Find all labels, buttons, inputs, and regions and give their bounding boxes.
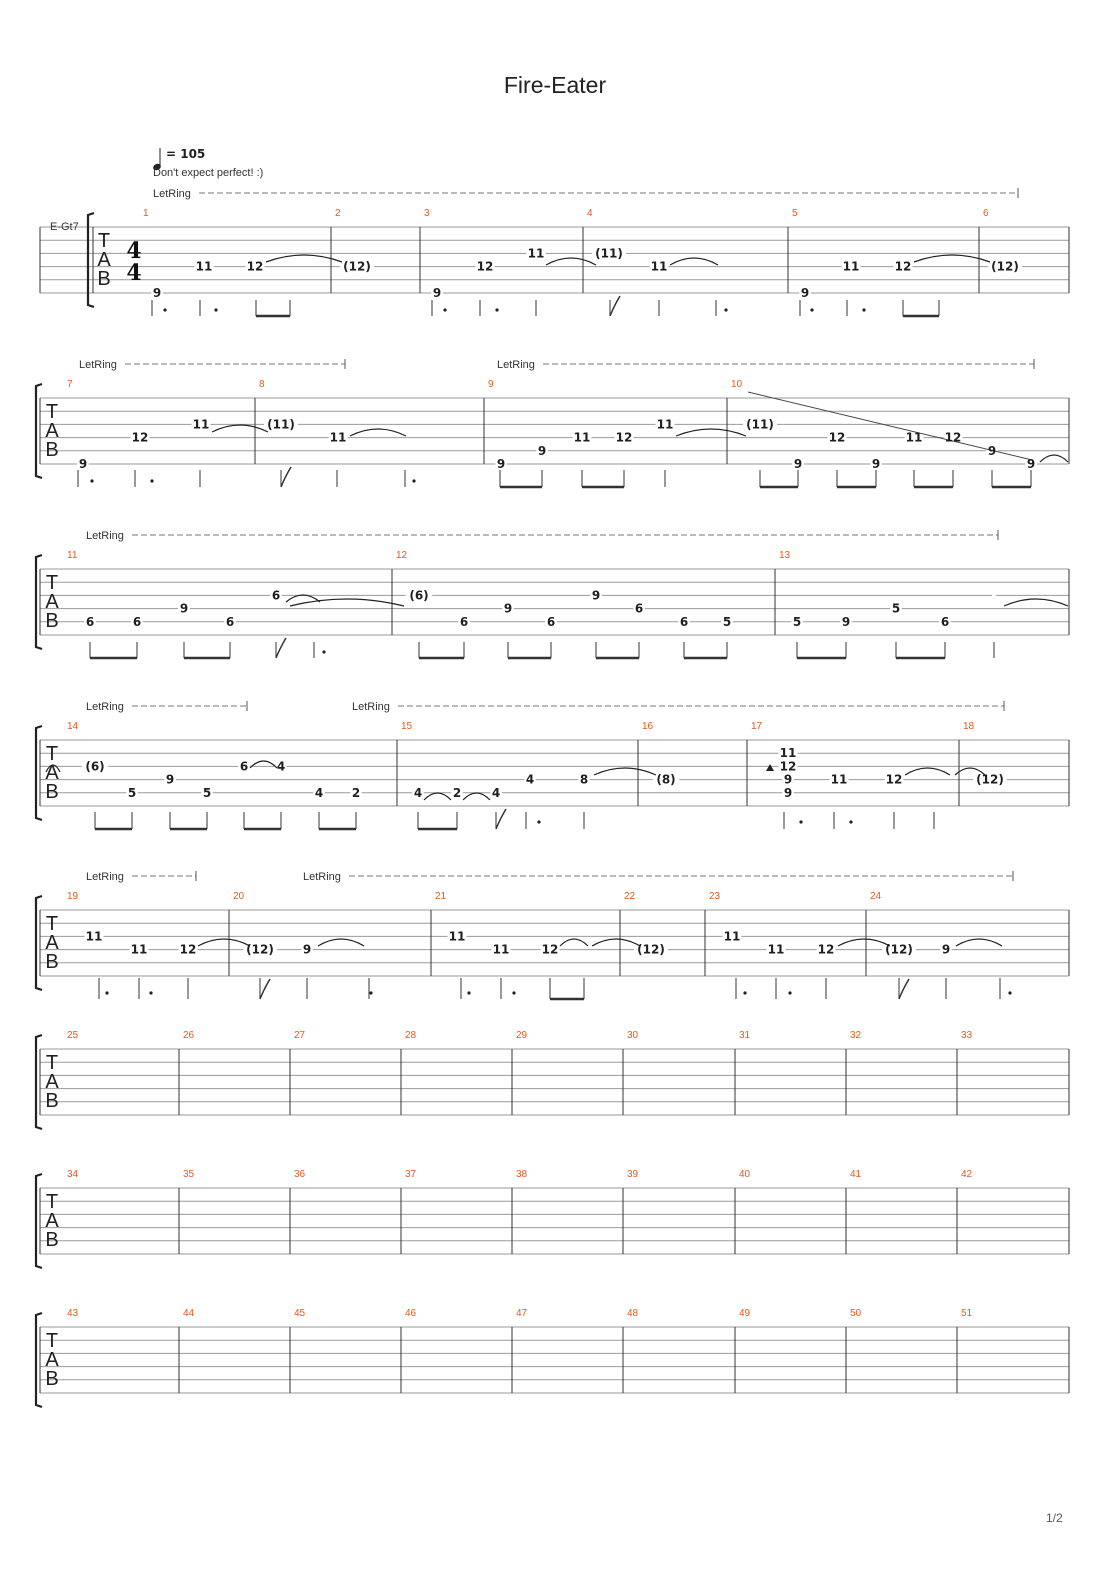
fret-number: 6 <box>940 614 950 629</box>
measure-number: 22 <box>624 891 636 902</box>
measure-number: 12 <box>396 550 408 561</box>
fret-number: 6 <box>679 614 689 629</box>
measure-number: 39 <box>627 1169 639 1180</box>
rhythm-dot <box>862 308 865 311</box>
rhythm-dot <box>412 479 415 482</box>
tab-clef-letter: B <box>97 268 111 290</box>
tab-clef-letter: B <box>45 439 59 461</box>
let-ring-label: LetRing <box>153 188 191 200</box>
measure-number: 7 <box>67 379 73 390</box>
measure-number: 31 <box>739 1030 751 1041</box>
measure-number: 20 <box>233 891 245 902</box>
notation-text <box>45 147 1035 1390</box>
measure-number: 44 <box>183 1308 195 1319</box>
tie-arc <box>1004 599 1068 606</box>
fret-number: 9 <box>78 457 88 471</box>
tie-arc <box>905 768 950 775</box>
notation-marks <box>46 148 1068 999</box>
tie-arc <box>250 761 277 768</box>
tie-arc <box>676 429 746 436</box>
tie-arc <box>212 425 268 432</box>
fret-number: 9 <box>432 286 442 300</box>
fret-number: (12) <box>885 942 913 957</box>
rhythm-dot <box>149 991 152 994</box>
measure-number: 3 <box>424 208 430 219</box>
tab-clef-letter: T <box>45 1052 59 1074</box>
track-name: E-Gt7 <box>50 221 79 233</box>
fret-number: 11 <box>656 417 674 432</box>
note-flag <box>899 979 909 999</box>
fret-number: 6 <box>546 614 556 629</box>
tab-clef-letter: T <box>97 230 111 252</box>
fret-number: 2 <box>351 785 361 800</box>
measure-number: 36 <box>294 1169 306 1180</box>
time-signature-bottom: 4 <box>126 260 142 286</box>
rhythm-dot <box>105 991 108 994</box>
fret-number: 9 <box>591 588 601 603</box>
measure-number: 26 <box>183 1030 195 1041</box>
fret-number: 12 <box>476 259 494 274</box>
fret-number: 11 <box>842 259 860 274</box>
fret-number: 9 <box>179 601 189 616</box>
tie-arc <box>670 258 718 265</box>
tab-clef-letter: T <box>45 1330 59 1352</box>
tempo-marking: = 105 <box>166 147 206 161</box>
measure-number: 14 <box>67 721 79 732</box>
tie-arc <box>560 939 588 946</box>
fret-number: 9 <box>987 443 997 458</box>
measure-number: 4 <box>587 208 593 219</box>
tab-clef-letter: B <box>45 1090 59 1112</box>
tab-clef-letter: A <box>45 932 59 954</box>
fret-number: (12) <box>343 259 371 274</box>
rhythm-dot <box>1008 991 1011 994</box>
measure-number: 30 <box>627 1030 639 1041</box>
tie-arc <box>956 939 1002 946</box>
measure-number: 46 <box>405 1308 417 1319</box>
tie-arc <box>290 599 404 606</box>
measure-number: 32 <box>850 1030 862 1041</box>
measure-number: 33 <box>961 1030 973 1041</box>
tie-arc <box>318 939 364 946</box>
fret-number: (11) <box>595 246 623 261</box>
rhythm-dot <box>799 820 802 823</box>
fret-number: 11 <box>650 259 668 274</box>
fret-number: 6 <box>225 614 235 629</box>
tie-arc <box>350 429 406 436</box>
fret-number: 12 <box>541 942 559 957</box>
fret-number: 9 <box>496 457 506 471</box>
fret-number: 11 <box>527 246 545 261</box>
fret-number: 11 <box>195 259 213 274</box>
rhythm-dot <box>322 650 325 653</box>
fret-number: 4 <box>314 785 324 800</box>
rhythm-dot <box>849 820 852 823</box>
measure-number: 21 <box>435 891 447 902</box>
measure-number: 2 <box>335 208 341 219</box>
tab-clef-letter: A <box>45 420 59 442</box>
measure-number: 38 <box>516 1169 528 1180</box>
tie-arc <box>594 768 656 775</box>
fret-number: 6 <box>239 759 249 774</box>
fret-number: 9 <box>841 614 851 629</box>
fret-number: 9 <box>793 457 803 471</box>
fret-number: 6 <box>85 614 95 629</box>
fret-number: 11 <box>448 929 466 944</box>
measure-number: 18 <box>963 721 975 732</box>
measure-number: 15 <box>401 721 413 732</box>
fret-number: 4 <box>413 785 423 800</box>
fret-number: 11 <box>329 430 347 445</box>
note-flag <box>276 638 286 658</box>
staff-lines <box>36 213 1069 1407</box>
measure-number: 10 <box>731 379 743 390</box>
tab-clef-letter: T <box>45 1191 59 1213</box>
fret-number: 11 <box>492 942 510 957</box>
fret-number: 11 <box>767 942 785 957</box>
fret-number: 9 <box>302 942 312 957</box>
tab-clef-letter: A <box>45 1349 59 1371</box>
measure-number: 49 <box>739 1308 751 1319</box>
fret-number: (8) <box>656 772 676 787</box>
tab-clef-letter: B <box>45 1368 59 1390</box>
fret-number: (12) <box>637 942 665 957</box>
fret-number: 12 <box>894 259 912 274</box>
fret-number: 9 <box>165 772 175 787</box>
fret-number: (12) <box>246 942 274 957</box>
note-flag <box>260 979 270 999</box>
fret-number: 9 <box>800 286 810 300</box>
fret-number: 12 <box>828 430 846 445</box>
fret-number: 9 <box>871 457 881 471</box>
note-flag <box>281 467 291 487</box>
fret-number: 9 <box>503 601 513 616</box>
fret-number: (11) <box>267 417 295 432</box>
tie-arc <box>424 793 451 800</box>
tab-clef-letter: B <box>45 1229 59 1251</box>
measure-number: 11 <box>67 550 78 561</box>
fret-number: 9 <box>1026 457 1036 471</box>
measure-number: 13 <box>779 550 791 561</box>
tie-arc <box>1040 455 1068 462</box>
fret-background <box>992 588 996 601</box>
let-ring-label: LetRing <box>86 701 124 713</box>
tab-clef-letter: B <box>45 781 59 803</box>
fret-number: 6 <box>132 614 142 629</box>
fret-number: 12 <box>615 430 633 445</box>
rhythm-dot <box>467 991 470 994</box>
fret-number: (6) <box>85 759 105 774</box>
rhythm-dot <box>150 479 153 482</box>
fret-number: 2 <box>452 785 462 800</box>
tab-clef-letter: T <box>45 913 59 935</box>
fret-number: 12 <box>817 942 835 957</box>
measure-number: 43 <box>67 1308 79 1319</box>
fret-number: 5 <box>722 614 732 629</box>
fret-number: 12 <box>885 772 903 787</box>
rhythm-dot <box>214 308 217 311</box>
let-ring-label: LetRing <box>86 871 124 883</box>
tie-arc <box>592 939 640 946</box>
fret-number: 11 <box>85 929 103 944</box>
fret-number: 12 <box>246 259 264 274</box>
tab-clef-letter: A <box>45 1210 59 1232</box>
fret-number: 5 <box>127 785 137 800</box>
tab-clef-letter: A <box>45 762 59 784</box>
tab-clef-letter: B <box>45 951 59 973</box>
fret-number: 11 <box>192 417 210 432</box>
fret-number: 12 <box>179 942 197 957</box>
rhythm-dot <box>90 479 93 482</box>
tie-arc <box>463 793 490 800</box>
tie-arc <box>198 939 250 946</box>
measure-number: 1 <box>143 208 149 219</box>
rhythm-dot <box>788 991 791 994</box>
measure-number: 47 <box>516 1308 528 1319</box>
fret-number: (6) <box>409 588 429 603</box>
measure-number: 37 <box>405 1169 417 1180</box>
measure-number: 8 <box>259 379 265 390</box>
fret-number: 9 <box>941 942 951 957</box>
fret-number: (11) <box>746 417 774 432</box>
measure-number: 50 <box>850 1308 862 1319</box>
tab-clef-letter: A <box>45 591 59 613</box>
note-flag <box>610 296 620 316</box>
page-number: 1/2 <box>1046 1511 1063 1525</box>
fret-number: 11 <box>830 772 848 787</box>
tab-clef-letter: T <box>45 743 59 765</box>
let-ring-label: LetRing <box>352 701 390 713</box>
rhythm-dot <box>163 308 166 311</box>
fret-number: 6 <box>459 614 469 629</box>
tab-clef-letter: B <box>45 610 59 632</box>
fret-number: 11 <box>905 430 923 445</box>
let-ring-label: LetRing <box>79 359 117 371</box>
let-ring-label: LetRing <box>303 871 341 883</box>
measure-number: 24 <box>870 891 882 902</box>
fret-number: 5 <box>891 601 901 616</box>
accent-triangle-icon <box>766 764 774 771</box>
fret-number: 11 <box>779 746 797 761</box>
measure-number: 28 <box>405 1030 417 1041</box>
measure-number: 6 <box>983 208 989 219</box>
tie-arc <box>546 258 596 265</box>
let-ring-label: LetRing <box>497 359 535 371</box>
fret-number: (12) <box>991 259 1019 274</box>
measure-number: 51 <box>961 1308 973 1319</box>
fret-number: 5 <box>792 614 802 629</box>
measure-number: 5 <box>792 208 798 219</box>
measure-number: 19 <box>67 891 79 902</box>
rhythm-dot <box>495 308 498 311</box>
measure-number: 34 <box>67 1169 79 1180</box>
rhythm-dot <box>537 820 540 823</box>
let-ring-label: LetRing <box>86 530 124 542</box>
comment-text: Don't expect perfect! :) <box>153 167 264 179</box>
fret-number: 11 <box>573 430 591 445</box>
tab-clef-letter: A <box>97 249 111 271</box>
fret-number: 12 <box>131 430 149 445</box>
time-signature-top: 4 <box>126 238 142 264</box>
rhythm-dot <box>810 308 813 311</box>
fret-number: 9 <box>152 286 162 300</box>
song-title: Fire-Eater <box>503 72 607 98</box>
measure-number: 35 <box>183 1169 195 1180</box>
tab-clef-letter: T <box>45 572 59 594</box>
measure-number: 25 <box>67 1030 79 1041</box>
fret-number: 5 <box>202 785 212 800</box>
fret-number: 4 <box>491 785 501 800</box>
fret-number: 8 <box>579 772 589 787</box>
measure-number: 23 <box>709 891 721 902</box>
fret-number: (12) <box>976 772 1004 787</box>
fret-number: 6 <box>271 588 281 603</box>
fret-number: 4 <box>525 772 535 787</box>
fret-number: 9 <box>537 443 547 458</box>
measure-number: 16 <box>642 721 654 732</box>
tab-clef-letter: T <box>45 401 59 423</box>
rhythm-dot <box>443 308 446 311</box>
tab-clef-letter: A <box>45 1071 59 1093</box>
fret-number: 4 <box>276 759 286 774</box>
fret-number: 11 <box>723 929 741 944</box>
measure-number: 41 <box>850 1169 862 1180</box>
fret-number: 6 <box>634 601 644 616</box>
fret-number: 11 <box>130 942 148 957</box>
rhythm-dot <box>724 308 727 311</box>
note-flag <box>496 809 506 829</box>
measure-number: 42 <box>961 1169 973 1180</box>
measure-number: 9 <box>488 379 494 390</box>
fret-number: 9 <box>783 772 793 787</box>
measure-number: 45 <box>294 1308 306 1319</box>
rhythm-dot <box>369 991 372 994</box>
measure-number: 48 <box>627 1308 639 1319</box>
rhythm-dot <box>743 991 746 994</box>
measure-number: 17 <box>751 721 763 732</box>
fret-number: 9 <box>783 785 793 800</box>
rhythm-dot <box>512 991 515 994</box>
fret-number: 12 <box>944 430 962 445</box>
measure-number: 29 <box>516 1030 528 1041</box>
fret-number: 12 <box>779 759 797 774</box>
measure-number: 27 <box>294 1030 306 1041</box>
measure-number: 40 <box>739 1169 751 1180</box>
